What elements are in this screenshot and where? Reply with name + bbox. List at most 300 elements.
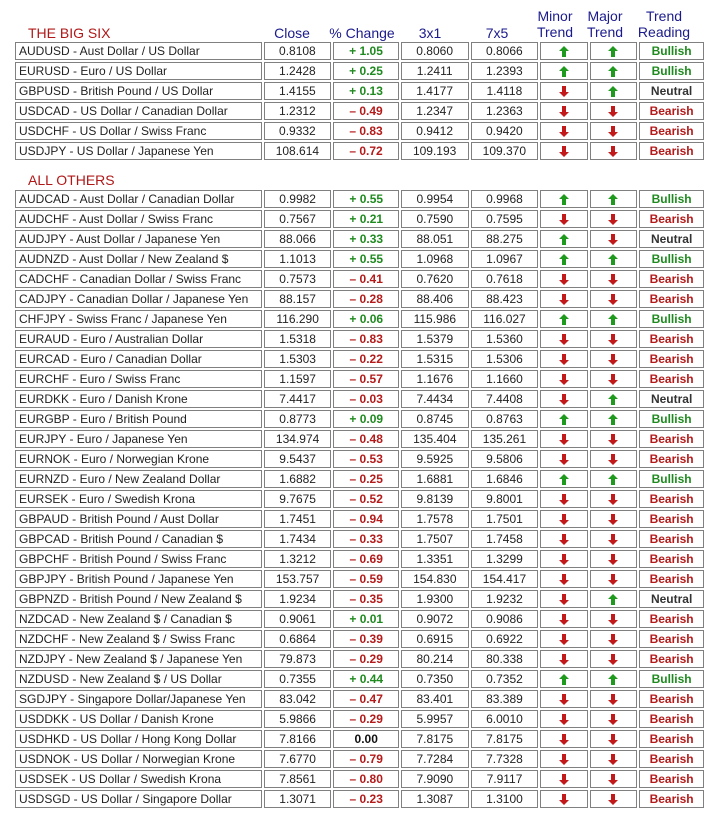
arrow-up-icon xyxy=(608,592,618,606)
pct-change-cell: + 0.44 xyxy=(333,670,399,688)
arrow-down-icon xyxy=(559,572,569,586)
c7x5-cell: 80.338 xyxy=(471,650,539,668)
minor-trend-cell xyxy=(540,430,587,448)
arrow-down-icon xyxy=(559,552,569,566)
close-cell: 5.9866 xyxy=(264,710,332,728)
table-row xyxy=(15,630,704,648)
arrow-down-icon xyxy=(608,712,618,726)
c3x1-cell: 1.2411 xyxy=(401,62,469,80)
pct-change-cell: – 0.49 xyxy=(333,102,399,120)
table-row xyxy=(15,62,704,80)
pct-change-cell: + 0.21 xyxy=(333,210,399,228)
c7x5-cell: 6.0010 xyxy=(471,710,539,728)
table-row xyxy=(15,142,704,160)
pair-cell: AUDCAD - Aust Dollar / Canadian Dollar xyxy=(15,190,262,208)
c7x5-cell: 1.7458 xyxy=(471,530,539,548)
table-row xyxy=(15,730,704,748)
c3x1-cell: 7.7284 xyxy=(401,750,469,768)
table-row xyxy=(15,122,704,140)
minor-trend-cell xyxy=(540,670,587,688)
trend-reading-cell: Bearish xyxy=(639,350,704,368)
trend-reading-cell: Bearish xyxy=(639,370,704,388)
c3x1-cell: 0.9954 xyxy=(401,190,469,208)
arrow-down-icon xyxy=(559,332,569,346)
arrow-up-icon xyxy=(559,252,569,266)
c7x5-cell: 1.2393 xyxy=(471,62,539,80)
c3x1-cell: 88.051 xyxy=(401,230,469,248)
big-six-title: THE BIG SIX xyxy=(28,25,111,41)
close-cell: 1.2428 xyxy=(264,62,332,80)
pair-cell: USDJPY - US Dollar / Japanese Yen xyxy=(15,142,262,160)
close-cell: 7.4417 xyxy=(264,390,332,408)
arrow-down-icon xyxy=(608,512,618,526)
major-trend-cell xyxy=(590,42,638,60)
minor-trend-cell xyxy=(540,750,587,768)
minor-trend-cell xyxy=(540,62,588,80)
trend-reading-cell: Bullish xyxy=(639,410,704,428)
arrow-down-icon xyxy=(559,792,569,806)
c3x1-cell: 1.7507 xyxy=(401,530,469,548)
minor-trend-cell xyxy=(540,450,587,468)
c7x5-cell: 1.1660 xyxy=(471,370,539,388)
pair-cell: USDHKD - US Dollar / Hong Kong Dollar xyxy=(15,730,262,748)
arrow-down-icon xyxy=(559,392,569,406)
c3x1-cell: 0.9412 xyxy=(401,122,469,140)
pct-change-cell: – 0.22 xyxy=(333,350,399,368)
table-row xyxy=(15,490,704,508)
table-row xyxy=(15,610,704,628)
all-others-title: ALL OTHERS xyxy=(28,172,115,188)
minor-trend-header-line2: Trend xyxy=(536,24,574,40)
trend-reading-cell: Bearish xyxy=(639,330,704,348)
arrow-up-icon xyxy=(559,192,569,206)
table-row xyxy=(15,330,704,348)
pct-change-cell: – 0.23 xyxy=(333,790,399,808)
pair-cell: EURJPY - Euro / Japanese Yen xyxy=(15,430,262,448)
pair-cell: GBPNZD - British Pound / New Zealand $ xyxy=(15,590,262,608)
pct-change-cell: + 0.55 xyxy=(333,250,399,268)
minor-trend-cell xyxy=(540,350,587,368)
arrow-down-icon xyxy=(608,232,618,246)
c7x5-cell: 88.423 xyxy=(471,290,539,308)
arrow-up-icon xyxy=(559,64,569,78)
c3x1-cell: 7.4434 xyxy=(401,390,469,408)
close-cell: 1.5303 xyxy=(264,350,332,368)
close-cell: 0.7567 xyxy=(264,210,332,228)
arrow-down-icon xyxy=(608,772,618,786)
major-trend-cell xyxy=(590,410,637,428)
c3x1-cell: 1.4177 xyxy=(401,82,469,100)
close-cell: 1.1013 xyxy=(264,250,332,268)
pct-change-cell: – 0.83 xyxy=(333,122,399,140)
c3x1-cell: 1.2347 xyxy=(401,102,469,120)
pct-change-cell: + 0.06 xyxy=(333,310,399,328)
c3x1-cell: 83.401 xyxy=(401,690,469,708)
minor-trend-cell xyxy=(540,570,587,588)
arrow-down-icon xyxy=(559,612,569,626)
pair-cell: USDNOK - US Dollar / Norwegian Krone xyxy=(15,750,262,768)
column-header-row xyxy=(0,0,706,42)
pct-change-cell: – 0.28 xyxy=(333,290,399,308)
c3x1-cell: 0.7590 xyxy=(401,210,469,228)
pair-cell: AUDNZD - Aust Dollar / New Zealand $ xyxy=(15,250,262,268)
arrow-up-icon xyxy=(608,84,618,98)
arrow-down-icon xyxy=(559,772,569,786)
pct-change-cell: – 0.48 xyxy=(333,430,399,448)
close-cell: 79.873 xyxy=(264,650,332,668)
c7x5-cell: 1.5360 xyxy=(471,330,539,348)
arrow-down-icon xyxy=(608,272,618,286)
close-cell: 1.1597 xyxy=(264,370,332,388)
close-cell: 0.7355 xyxy=(264,670,332,688)
trend-reading-cell: Bearish xyxy=(639,142,704,160)
arrow-down-icon xyxy=(608,632,618,646)
major-trend-cell xyxy=(590,490,637,508)
major-trend-cell xyxy=(590,610,637,628)
minor-trend-cell xyxy=(540,250,587,268)
trend-reading-cell: Neutral xyxy=(639,82,704,100)
table-row xyxy=(15,650,704,668)
arrow-up-icon xyxy=(559,472,569,486)
pair-cell: EURDKK - Euro / Danish Krone xyxy=(15,390,262,408)
table-row xyxy=(15,590,704,608)
trend-reading-cell: Bearish xyxy=(639,570,704,588)
minor-trend-cell xyxy=(540,230,587,248)
table-row xyxy=(15,710,704,728)
major-trend-cell xyxy=(590,350,637,368)
trend-reading-cell: Bullish xyxy=(639,42,704,60)
major-trend-cell xyxy=(590,102,638,120)
c7x5-cell: 0.9968 xyxy=(471,190,539,208)
c7x5-cell: 116.027 xyxy=(471,310,539,328)
table-row xyxy=(15,530,704,548)
major-trend-cell xyxy=(590,790,637,808)
c7x5-cell: 7.7328 xyxy=(471,750,539,768)
arrow-down-icon xyxy=(559,592,569,606)
minor-trend-cell xyxy=(540,210,587,228)
arrow-down-icon xyxy=(559,632,569,646)
minor-trend-header-line1: Minor xyxy=(537,8,573,24)
close-cell: 83.042 xyxy=(264,690,332,708)
minor-trend-cell xyxy=(540,630,587,648)
close-cell: 9.5437 xyxy=(264,450,332,468)
pct-change-cell: – 0.29 xyxy=(333,650,399,668)
table-row xyxy=(15,230,704,248)
pair-cell: GBPJPY - British Pound / Japanese Yen xyxy=(15,570,262,588)
major-trend-cell xyxy=(590,290,637,308)
close-cell: 0.8773 xyxy=(264,410,332,428)
close-cell: 116.290 xyxy=(264,310,332,328)
c3x1-cell: 1.5315 xyxy=(401,350,469,368)
trend-reading-cell: Bearish xyxy=(639,650,704,668)
pct-change-cell: – 0.33 xyxy=(333,530,399,548)
c7x5-cell: 135.261 xyxy=(471,430,539,448)
pair-cell: AUDUSD - Aust Dollar / US Dollar xyxy=(15,42,262,60)
close-cell: 108.614 xyxy=(264,142,332,160)
minor-trend-cell xyxy=(540,530,587,548)
table-row xyxy=(15,430,704,448)
arrow-up-icon xyxy=(559,232,569,246)
c7x5-cell: 83.389 xyxy=(471,690,539,708)
arrow-down-icon xyxy=(608,372,618,386)
arrow-down-icon xyxy=(559,532,569,546)
c7x5-cell: 0.6922 xyxy=(471,630,539,648)
minor-trend-cell xyxy=(540,42,588,60)
pair-cell: USDDKK - US Dollar / Danish Krone xyxy=(15,710,262,728)
table-row xyxy=(15,210,704,228)
arrow-down-icon xyxy=(559,712,569,726)
c7x5-cell: 1.0967 xyxy=(471,250,539,268)
c7x5-cell: 1.3100 xyxy=(471,790,539,808)
c3x1-cell: 0.6915 xyxy=(401,630,469,648)
close-cell: 1.6882 xyxy=(264,470,332,488)
close-cell: 0.9332 xyxy=(264,122,332,140)
pair-cell: EURNOK - Euro / Norwegian Krone xyxy=(15,450,262,468)
pair-cell: CHFJPY - Swiss Franc / Japanese Yen xyxy=(15,310,262,328)
trend-reading-cell: Neutral xyxy=(639,590,704,608)
table-row xyxy=(15,390,704,408)
major-trend-cell xyxy=(590,250,637,268)
major-trend-cell xyxy=(590,770,637,788)
c7x5-cell: 1.7501 xyxy=(471,510,539,528)
c3x1-cell: 109.193 xyxy=(401,142,469,160)
major-trend-header-line2: Trend xyxy=(586,24,624,40)
c3x1-cell: 9.8139 xyxy=(401,490,469,508)
table-row xyxy=(15,550,704,568)
table-row xyxy=(15,510,704,528)
pct-change-cell: – 0.35 xyxy=(333,590,399,608)
c7x5-cell: 0.7352 xyxy=(471,670,539,688)
c7x5-cell: 154.417 xyxy=(471,570,539,588)
arrow-down-icon xyxy=(559,752,569,766)
arrow-down-icon xyxy=(608,352,618,366)
c7x5-cell: 1.2363 xyxy=(471,102,539,120)
trend-reading-cell: Bearish xyxy=(639,510,704,528)
pair-cell: USDSEK - US Dollar / Swedish Krona xyxy=(15,770,262,788)
close-cell: 88.157 xyxy=(264,290,332,308)
c7x5-cell: 109.370 xyxy=(471,142,539,160)
minor-trend-cell xyxy=(540,190,587,208)
table-row xyxy=(15,310,704,328)
arrow-up-icon xyxy=(559,312,569,326)
pct-change-cell: – 0.59 xyxy=(333,570,399,588)
arrow-down-icon xyxy=(608,144,618,158)
pair-cell: AUDCHF - Aust Dollar / Swiss Franc xyxy=(15,210,262,228)
pct-change-cell: – 0.69 xyxy=(333,550,399,568)
major-trend-cell xyxy=(590,142,638,160)
c3x1-cell: 1.0968 xyxy=(401,250,469,268)
c3x1-cell: 1.9300 xyxy=(401,590,469,608)
arrow-down-icon xyxy=(559,124,569,138)
trend-reading-cell: Bullish xyxy=(639,670,704,688)
pair-cell: EURUSD - Euro / US Dollar xyxy=(15,62,262,80)
c3x1-cell: 80.214 xyxy=(401,650,469,668)
pair-cell: EURNZD - Euro / New Zealand Dollar xyxy=(15,470,262,488)
trend-reading-header-line1: Trend xyxy=(645,8,683,24)
c3x1-cell: 5.9957 xyxy=(401,710,469,728)
pair-cell: SGDJPY - Singapore Dollar/Japanese Yen xyxy=(15,690,262,708)
major-trend-cell xyxy=(590,750,637,768)
major-trend-cell xyxy=(590,190,637,208)
major-trend-cell xyxy=(590,330,637,348)
arrow-down-icon xyxy=(608,652,618,666)
major-trend-cell xyxy=(590,590,637,608)
minor-trend-cell xyxy=(540,510,587,528)
trend-reading-cell: Bearish xyxy=(639,730,704,748)
arrow-down-icon xyxy=(559,104,569,118)
arrow-down-icon xyxy=(608,532,618,546)
c7x5-cell: 1.4118 xyxy=(471,82,539,100)
arrow-down-icon xyxy=(559,652,569,666)
major-trend-cell xyxy=(590,82,638,100)
arrow-up-icon xyxy=(608,44,618,58)
major-trend-header-line1: Major xyxy=(587,8,623,24)
arrow-down-icon xyxy=(559,84,569,98)
table-row xyxy=(15,250,704,268)
arrow-down-icon xyxy=(608,752,618,766)
table-row xyxy=(15,690,704,708)
big-six-table xyxy=(13,40,706,162)
trend-reading-cell: Bullish xyxy=(639,250,704,268)
c7x5-cell: 9.8001 xyxy=(471,490,539,508)
arrow-up-icon xyxy=(608,312,618,326)
c7x5-cell: 1.9232 xyxy=(471,590,539,608)
pair-cell: CADCHF - Canadian Dollar / Swiss Franc xyxy=(15,270,262,288)
c7x5-header: 7x5 xyxy=(485,25,509,41)
c3x1-header: 3x1 xyxy=(418,25,442,41)
arrow-down-icon xyxy=(608,104,618,118)
trend-reading-header-line2: Reading xyxy=(637,24,691,40)
minor-trend-cell xyxy=(540,330,587,348)
pair-cell: NZDCAD - New Zealand $ / Canadian $ xyxy=(15,610,262,628)
pct-change-cell: 0.00 xyxy=(333,730,399,748)
arrow-up-icon xyxy=(608,192,618,206)
c7x5-cell: 7.4408 xyxy=(471,390,539,408)
pct-change-cell: + 0.13 xyxy=(333,82,399,100)
close-cell: 1.3212 xyxy=(264,550,332,568)
major-trend-cell xyxy=(590,370,637,388)
arrow-up-icon xyxy=(559,412,569,426)
c3x1-cell: 9.5925 xyxy=(401,450,469,468)
close-cell: 88.066 xyxy=(264,230,332,248)
arrow-down-icon xyxy=(608,612,618,626)
minor-trend-cell xyxy=(540,102,588,120)
pct-change-cell: – 0.29 xyxy=(333,710,399,728)
c3x1-cell: 1.6881 xyxy=(401,470,469,488)
trend-reading-cell: Bearish xyxy=(639,430,704,448)
minor-trend-cell xyxy=(540,590,587,608)
arrow-down-icon xyxy=(559,492,569,506)
c7x5-cell: 9.5806 xyxy=(471,450,539,468)
pair-cell: USDCHF - US Dollar / Swiss Franc xyxy=(15,122,262,140)
pct-change-cell: – 0.57 xyxy=(333,370,399,388)
trend-reading-cell: Bearish xyxy=(639,450,704,468)
arrow-down-icon xyxy=(608,452,618,466)
major-trend-cell xyxy=(590,470,637,488)
major-trend-cell xyxy=(590,530,637,548)
close-cell: 1.5318 xyxy=(264,330,332,348)
table-row xyxy=(15,770,704,788)
pct-change-header: % Change xyxy=(329,25,395,41)
close-cell: 0.7573 xyxy=(264,270,332,288)
pair-cell: GBPCAD - British Pound / Canadian $ xyxy=(15,530,262,548)
arrow-down-icon xyxy=(559,692,569,706)
trend-reading-cell: Bearish xyxy=(639,790,704,808)
table-row xyxy=(15,190,704,208)
pct-change-cell: + 1.05 xyxy=(333,42,399,60)
c7x5-cell: 1.5306 xyxy=(471,350,539,368)
table-row xyxy=(15,410,704,428)
trend-reading-cell: Bullish xyxy=(639,190,704,208)
close-cell: 1.9234 xyxy=(264,590,332,608)
arrow-up-icon xyxy=(608,64,618,78)
close-cell: 134.974 xyxy=(264,430,332,448)
major-trend-cell xyxy=(590,270,637,288)
c3x1-cell: 1.3087 xyxy=(401,790,469,808)
major-trend-cell xyxy=(590,62,638,80)
minor-trend-cell xyxy=(540,270,587,288)
trend-reading-cell: Bearish xyxy=(639,210,704,228)
trend-reading-cell: Bearish xyxy=(639,710,704,728)
arrow-down-icon xyxy=(608,292,618,306)
major-trend-cell xyxy=(590,730,637,748)
pct-change-cell: – 0.41 xyxy=(333,270,399,288)
major-trend-cell xyxy=(590,390,637,408)
arrow-up-icon xyxy=(608,392,618,406)
major-trend-cell xyxy=(590,690,637,708)
c3x1-cell: 7.9090 xyxy=(401,770,469,788)
close-cell: 7.8561 xyxy=(264,770,332,788)
c7x5-cell: 88.275 xyxy=(471,230,539,248)
major-trend-header xyxy=(582,8,628,40)
minor-trend-cell xyxy=(540,410,587,428)
c3x1-cell: 1.5379 xyxy=(401,330,469,348)
major-trend-cell xyxy=(590,230,637,248)
pair-cell: NZDUSD - New Zealand $ / US Dollar xyxy=(15,670,262,688)
close-cell: 153.757 xyxy=(264,570,332,588)
close-cell: 1.3071 xyxy=(264,790,332,808)
table-row xyxy=(15,102,704,120)
arrow-down-icon xyxy=(559,432,569,446)
c7x5-cell: 0.9420 xyxy=(471,122,539,140)
trend-reading-header xyxy=(630,8,698,40)
table-row xyxy=(15,42,704,60)
minor-trend-cell xyxy=(540,490,587,508)
arrow-up-icon xyxy=(608,252,618,266)
minor-trend-cell xyxy=(540,710,587,728)
arrow-down-icon xyxy=(608,332,618,346)
arrow-down-icon xyxy=(559,732,569,746)
pct-change-cell: + 0.09 xyxy=(333,410,399,428)
pair-cell: EURCAD - Euro / Canadian Dollar xyxy=(15,350,262,368)
minor-trend-cell xyxy=(540,82,588,100)
c7x5-cell: 0.8763 xyxy=(471,410,539,428)
arrow-down-icon xyxy=(559,292,569,306)
pct-change-cell: + 0.01 xyxy=(333,610,399,628)
minor-trend-cell xyxy=(540,770,587,788)
minor-trend-cell xyxy=(540,122,588,140)
pair-cell: EURCHF - Euro / Swiss Franc xyxy=(15,370,262,388)
c7x5-cell: 0.8066 xyxy=(471,42,539,60)
c7x5-cell: 7.8175 xyxy=(471,730,539,748)
close-cell: 1.7434 xyxy=(264,530,332,548)
table-row xyxy=(15,370,704,388)
c7x5-cell: 0.9086 xyxy=(471,610,539,628)
arrow-down-icon xyxy=(559,144,569,158)
close-cell: 1.2312 xyxy=(264,102,332,120)
close-header: Close xyxy=(274,25,310,41)
trend-reading-cell: Bearish xyxy=(639,490,704,508)
